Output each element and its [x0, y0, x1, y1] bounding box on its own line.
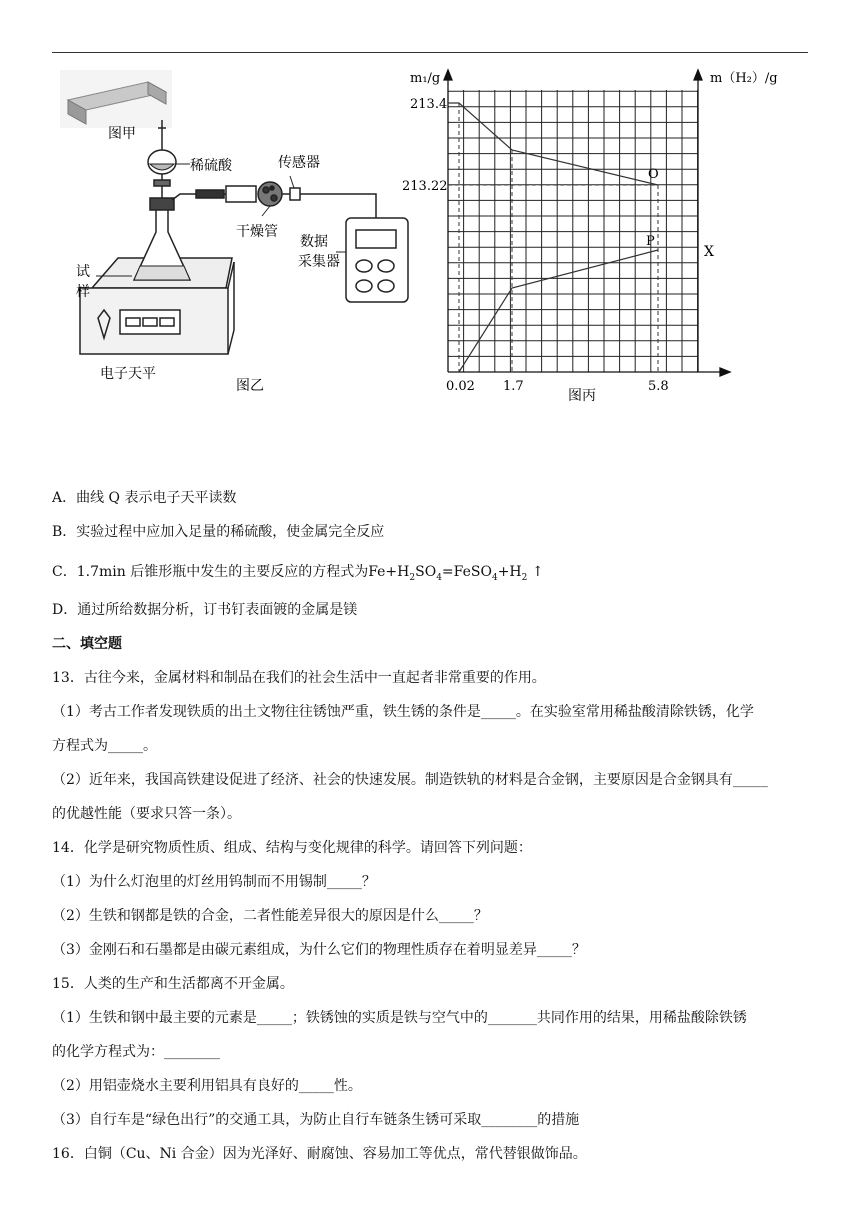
xtick-1: 0.02 [446, 379, 475, 394]
axis-x-label: X [704, 244, 714, 260]
ytick-top: 213.4 [410, 97, 448, 112]
label-collector-2: 采集器 [298, 254, 340, 270]
option-c-sub3: 4 [491, 572, 498, 583]
figures-area [0, 0, 860, 420]
option-c-sub4: 2 [521, 572, 528, 583]
q16-stem: 16．白铜（Cu、Ni 合金）因为光泽好、耐腐蚀、容易加工等优点，常代替银做饰品。 [52, 1146, 587, 1162]
q15-p2: （2）用铝壶烧水主要利用铝具有良好的_____性。 [52, 1078, 362, 1094]
q14-p3: （3）金刚石和石墨都是由碳元素组成，为什么它们的物理性质存在着明显差异_____？ [52, 942, 586, 958]
q13-stem: 13．古往今来，金属材料和制品在我们的社会生活中一直起者非常重要的作用。 [52, 670, 546, 686]
q13-p2-line1: （2）近年来，我国高铁建设促进了经济、社会的快速发展。制造铁轨的材料是合金钢，主要原因是合金钢具有_____ [52, 772, 768, 788]
q14-p2: （2）生铁和钢都是铁的合金，二者性能差异很大的原因是什么_____？ [52, 908, 488, 924]
q14-p1: （1）为什么灯泡里的灯丝用钨制而不用锡制_____？ [52, 874, 376, 890]
label-sample-1: 试 [76, 264, 90, 280]
option-c-sub1: 2 [409, 572, 416, 583]
y-left-label: m₁/g [410, 71, 441, 86]
q13-p2-line2: 的优越性能（要求只答一条）。 [52, 806, 241, 822]
label-acid: 稀硫酸 [190, 158, 232, 174]
fig-c-label: 图丙 [568, 388, 596, 404]
option-c-sub2: 4 [436, 572, 442, 583]
point-o-label: O [648, 167, 659, 182]
graph-axes [444, 70, 730, 376]
option-c-mid3: +H [497, 564, 522, 580]
option-c-suffix: ↑ [527, 564, 544, 580]
label-balance: 电子天平 [100, 366, 156, 382]
label-dryer: 干燥管 [236, 224, 278, 240]
option-a: A．曲线 Q 表示电子天平读数 [52, 490, 237, 506]
option-c-mid1: SO [415, 564, 437, 580]
label-collector-1: 数据 [300, 234, 328, 250]
xtick-3: 5.8 [648, 379, 669, 394]
label-sample-2: 样 [76, 284, 90, 300]
y-right-label: m（H₂）/g [710, 71, 778, 86]
q15-stem: 15．人类的生产和生活都离不开金属。 [52, 976, 294, 992]
staple-image [60, 70, 172, 128]
fig-b-label: 图乙 [236, 378, 264, 394]
option-c-prefix: C．1.7min 后锥形瓶中发生的主要反应的方程式为Fe+H [52, 564, 410, 580]
q15-p3: （3）自行车是“绿色出行”的交通工具，为防止自行车链条生锈可采取________的措施 [52, 1112, 580, 1128]
option-d: D．通过所给数据分析，订书钉表面镀的金属是镁 [52, 602, 358, 618]
option-c-mid2: =FeSO [441, 564, 492, 580]
point-p-label: P [646, 234, 655, 249]
option-c [52, 562, 544, 588]
ytick-mid: 213.22 [402, 179, 448, 194]
q15-p1-line1: （1）生铁和钢中最主要的元素是_____；铁锈蚀的实质是铁与空气中的_______共同作用的结果，用稀盐酸除铁锈 [52, 1010, 747, 1026]
q13-p1-line2: 方程式为_____。 [52, 738, 157, 754]
q14-stem: 14．化学是研究物质性质、组成、结构与变化规律的科学。请回答下列问题： [52, 840, 532, 856]
label-sensor: 传感器 [278, 155, 320, 171]
q15-p1-line2: 的化学方程式为：________ [52, 1044, 220, 1060]
section-title: 二、填空题 [52, 636, 122, 652]
xtick-2: 1.7 [503, 379, 524, 394]
option-b: B．实验过程中应加入足量的稀硫酸，使金属完全反应 [52, 524, 385, 540]
fig-a-label: 图甲 [108, 126, 136, 142]
q13-p1-line1: （1）考古工作者发现铁质的出土文物往往锈蚀严重，铁生锈的条件是_____。在实验室常用稀盐酸清除铁锈，化学 [52, 704, 754, 720]
